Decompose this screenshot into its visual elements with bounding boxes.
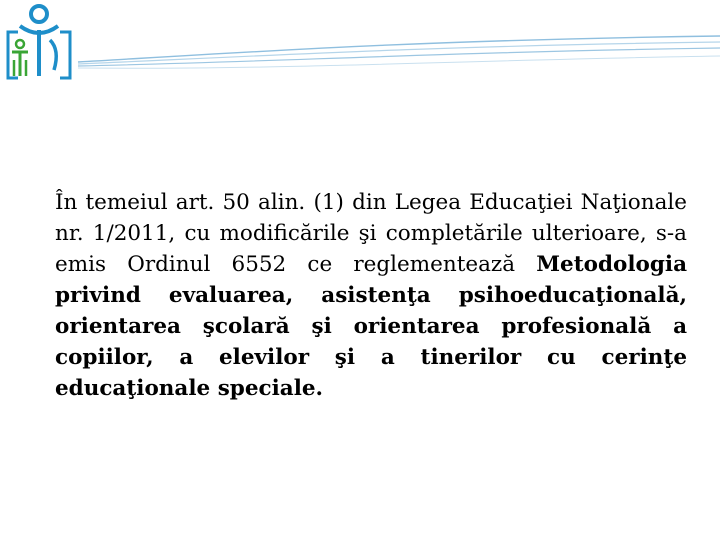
body-paragraph	[55, 187, 687, 404]
paragraph-intro: În temeiul art. 50 alin. (1) din Legea Educaţiei Naţionale nr. 1/2011, cu modificările şi completările ulterioare, s-a emis Ordinul 6552 ce reglementează	[55, 190, 687, 277]
institution-logo-icon	[0, 0, 78, 82]
paragraph-bold-title: Metodologia privind evaluarea, asistenţa psihoeducaţională, orientarea şcolară şi orientarea profesională a copiilor, a elevilor şi a tinerilor cu cerinţe educaţionale speciale.	[55, 252, 687, 401]
header-swoosh-decoration	[0, 0, 720, 100]
